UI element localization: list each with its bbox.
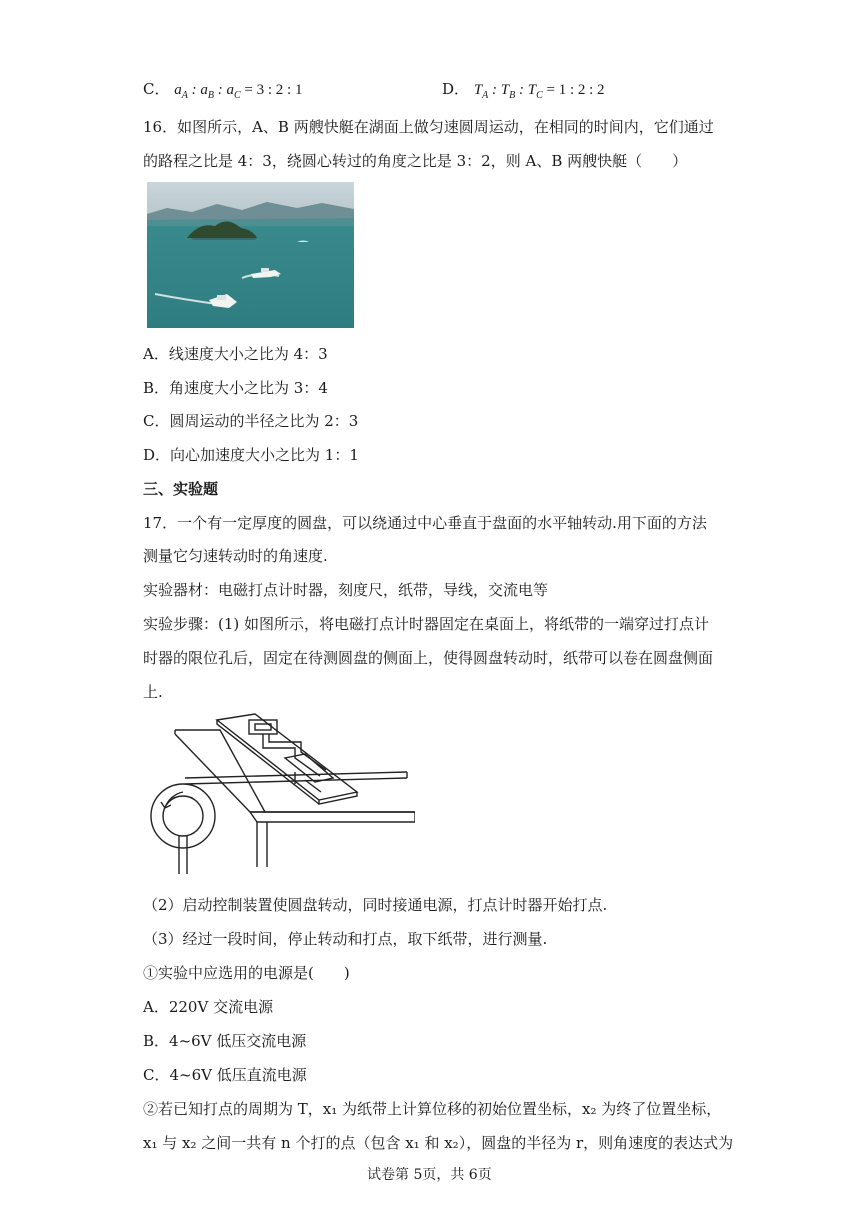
q17-step1-line1: 实验步骤：(1) 如图所示，将电磁打点计时器固定在桌面上，将纸带的一端穿过打点计 bbox=[143, 615, 710, 633]
q16-option-d: D．向心加速度大小之比为 1：1 bbox=[143, 446, 359, 464]
q16-option-b: B．角速度大小之比为 3：4 bbox=[143, 379, 328, 397]
q16-option-c: C．圆周运动的半径之比为 2：3 bbox=[143, 412, 359, 430]
lake-speedboats-photo bbox=[147, 182, 354, 328]
q15-option-d: D． $T_A$ : $T_B$ : $T_C = 1$ : 2 : 2 bbox=[442, 80, 605, 101]
q16-stem-line2: 的路程之比是 4：3，绕圆心转过的角度之比是 3：2，则 A、B 两艘快艇（ ） bbox=[143, 152, 688, 170]
q17-stem-line1: 17．一个有一定厚度的圆盘，可以绕通过中心垂直于盘面的水平轴转动.用下面的方法 bbox=[143, 514, 707, 532]
q16-stem-line1: 16．如图所示，A、B 两艘快艇在湖面上做匀速圆周运动，在相同的时间内，它们通过 bbox=[143, 118, 714, 136]
q17-sub2-line2: x₁ 与 x₂ 之间一共有 n 个打的点（包含 x₁ 和 x₂），圆盘的半径为 r，则角速度的表达式为 bbox=[143, 1134, 734, 1152]
q17-sub1-option-b: B．4~6V 低压交流电源 bbox=[143, 1032, 307, 1050]
q17-materials: 实验器材：电磁打点计时器，刻度尺，纸带，导线，交流电等 bbox=[143, 581, 549, 599]
q17-step1-line2: 时器的限位孔后，固定在待测圆盘的侧面上，使得圆盘转动时，纸带可以卷在圆盘侧面 bbox=[143, 649, 714, 667]
q17-sub1-option-c: C．4~6V 低压直流电源 bbox=[143, 1066, 307, 1084]
q17-stem-line2: 测量它匀速转动时的角速度. bbox=[143, 547, 328, 565]
q17-step2: （2）启动控制装置使圆盘转动，同时接通电源，打点计时器开始打点. bbox=[143, 896, 608, 914]
q17-step3: （3）经过一段时间，停止转动和打点，取下纸带，进行测量. bbox=[143, 930, 548, 948]
q17-step1-line3: 上. bbox=[143, 683, 163, 701]
q16-option-a: A．线速度大小之比为 4：3 bbox=[143, 345, 328, 363]
q17-sub1: ①实验中应选用的电源是( ) bbox=[143, 964, 350, 982]
timer-disc-apparatus-diagram bbox=[145, 712, 415, 874]
q15-option-c: C． $a_A$ : $a_B$ : $a_C = 3$ : 2 : 1 bbox=[143, 80, 303, 101]
q17-sub1-option-a: A．220V 交流电源 bbox=[143, 998, 274, 1016]
q17-sub2-line1: ②若已知打点的周期为 T，x₁ 为纸带上计算位移的初始位置坐标，x₂ 为终了位置坐标， bbox=[143, 1100, 722, 1118]
page-footer: 试卷第 5页，共 6页 bbox=[367, 1167, 492, 1183]
section-title: 三、实验题 bbox=[143, 480, 219, 498]
